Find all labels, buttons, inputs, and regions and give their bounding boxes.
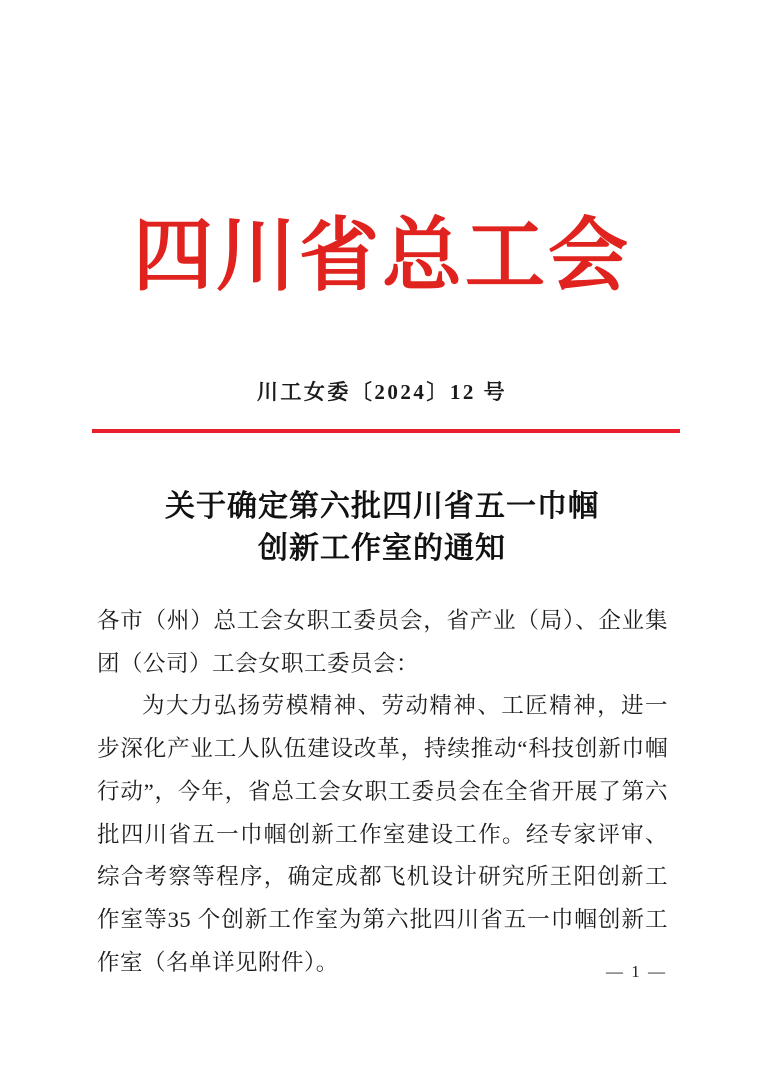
body-paragraph: 为大力弘扬劳模精神、劳动精神、工匠精神，进一步深化产业工人队伍建设改革，持续推动“科技创新巾帼行动”，今年，省总工会女职工委员会在全省开展了第六批四川省五一巾帼创新工作室建设工作。经专家评审、综合考察等程序，确定成都飞机设计研究所王阳创新工作室等35 个创新工作室为第六批四川省五一巾帼创新工作室（名单详见附件）。 — [97, 693, 668, 975]
doc-number: 川工女委〔2024〕12 号 — [256, 380, 508, 404]
doc-title-line-1: 关于确定第六批四川省五一巾帼 — [165, 490, 599, 523]
body-text-block — [97, 600, 668, 984]
salutation: 各市（州）总工会女职工委员会，省产业（局）、企业集团（公司）工会女职工委员会： — [97, 608, 668, 676]
org-title: 四川省总工会 — [133, 213, 631, 301]
red-separator-line — [92, 429, 680, 433]
doc-title — [0, 486, 764, 570]
doc-title-line-2: 创新工作室的通知 — [258, 532, 506, 565]
page-number: — 1 — — [606, 962, 667, 981]
